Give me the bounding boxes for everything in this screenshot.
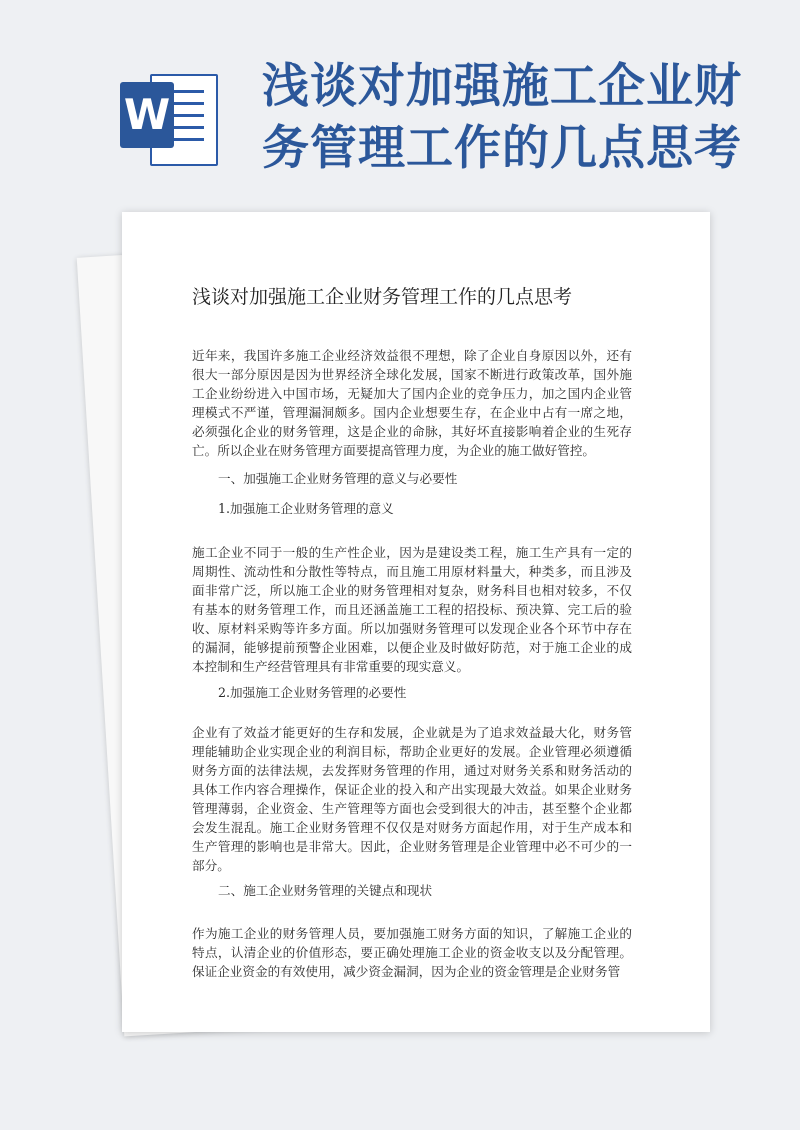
section2-heading: 二、施工企业财务管理的关键点和现状 [218,883,433,898]
banner-title-line1: 浅谈对加强施工企业财 [262,59,742,114]
word-icon [120,68,220,168]
section1-1-heading: 1.加强施工企业财务管理的意义 [218,501,394,516]
document-page [122,212,710,1032]
document-title: 浅谈对加强施工企业财务管理工作的几点思考 [192,286,573,308]
word-icon-letter: W [120,82,174,148]
section2-paragraph: 作为施工企业的财务管理人员，要加强施工财务方面的知识，了解施工企业的特点，认清企业的价值形态，要正确处理施工企业的资金收支以及分配管理。保证企业资金的有效使用，减少资金漏洞，因为企业的资金管理是企业财务管 [192,926,632,979]
banner [0,0,800,200]
section1-2-paragraph: 企业有了效益才能更好的生存和发展，企业就是为了追求效益最大化，财务管理能辅助企业实现企业的利润目标，帮助企业更好的发展。企业管理必须遵循财务方面的法律法规，去发挥财务管理的作用，通过对财务关系和财务活动的具体工作内容合理操作，保证企业的投入和产出实现最大效益。如果企业财务管理薄弱，企业资金、生产管理等方面也会受到很大的冲击，甚至整个企业都会发生混乱。施工企业财务管理不仅仅是对财务方面起作用，对于生产成本和生产管理的影响也是非常大。因此，企业财务管理是企业管理中必不可少的一部分。 [192,725,632,873]
banner-title [262,56,762,180]
banner-title-line2: 务管理工作的几点思考 [262,121,742,176]
section1-2-heading: 2.加强施工企业财务管理的必要性 [218,685,407,700]
section1-1-paragraph: 施工企业不同于一般的生产性企业，因为是建设类工程，施工生产具有一定的周期性、流动性和分散性等特点，而且施工用原材料量大，种类多，而且涉及面非常广泛，所以施工企业的财务管理相对复杂，财务科目也相对较多，不仅有基本的财务管理工作，而且还涵盖施工工程的招投标、预决算、完工后的验收、原材料采购等许多方面。所以加强财务管理可以发现企业各个环节中存在的漏洞，能够提前预警企业困难，以便企业及时做好防范，对于施工企业的成本控制和生产经营管理具有非常重要的现实意义。 [192,545,632,674]
section1-heading: 一、加强施工企业财务管理的意义与必要性 [218,471,458,486]
intro-paragraph: 近年来，我国许多施工企业经济效益很不理想，除了企业自身原因以外，还有很大一部分原因是因为世界经济全球化发展，国家不断进行政策改革，国外施工企业纷纷进入中国市场，无疑加大了国内企业的竞争压力，加之国内企业管理模式不严谨，管理漏洞颇多。国内企业想要生存，在企业中占有一席之地，必须强化企业的财务管理，这是企业的命脉，其好坏直接影响着企业的生死存亡。所以企业在财务管理方面要提高管理力度，为企业的施工做好管控。 [192,348,632,458]
